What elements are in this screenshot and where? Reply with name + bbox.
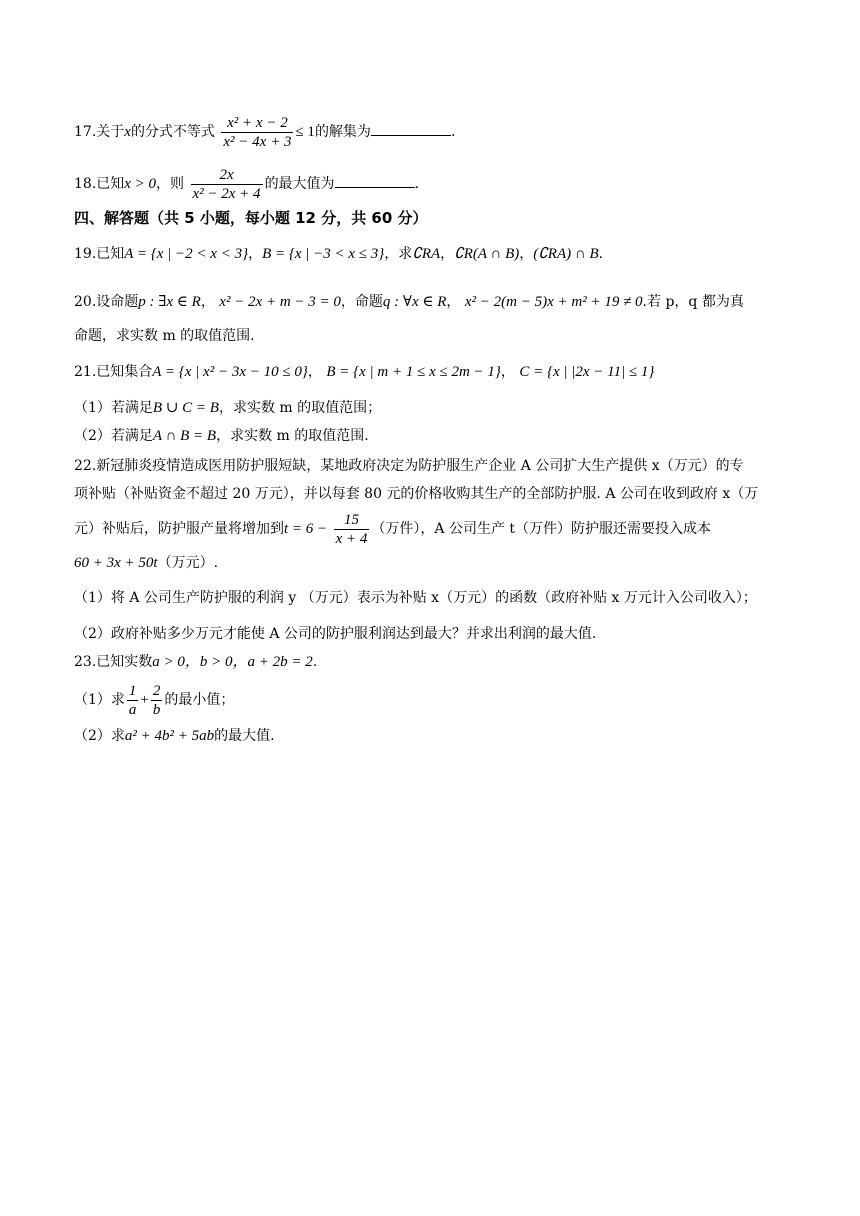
q23-frac2-denominator: b — [152, 701, 161, 718]
q22-subquestion-2: （2）政府补贴多少万元才能使 A 公司的防护服利润达到最大？并求出利润的最大值. — [74, 626, 597, 642]
q19-number: 19. — [74, 246, 97, 262]
q23-s2-expr: a² + 4b² + 5ab — [124, 728, 215, 744]
q21-s1-expr: B ∪ C = B — [152, 400, 219, 416]
q21-s2-expr: A ∩ B = B — [152, 428, 217, 444]
q23-end: . — [312, 654, 318, 670]
question-22-line-2: 项补贴（补贴资金不超过 20 万元），并以每套 80 元的价格收购其生产的全部防护服. A 公司在收到政府 x（万 — [74, 486, 759, 502]
q23-frac1-numerator: 1 — [128, 682, 137, 699]
q17-text-2: 的解集为 — [314, 124, 371, 140]
q18-end: . — [414, 176, 420, 192]
q18-frac-numerator: 2x — [191, 166, 263, 185]
q21-set-a: A = {x | x² − 3x − 10 ≤ 0} — [152, 364, 308, 380]
q22-t-fraction — [334, 511, 370, 548]
q23-s1-prefix: （1）求 — [74, 692, 125, 708]
q21-subquestion-1 — [74, 398, 381, 418]
q18-text: 的最大值为 — [264, 176, 335, 192]
q22-cost-expr: 60 + 3x + 50t — [74, 555, 158, 571]
q18-mid: ，则 — [156, 176, 185, 192]
q20-equation-1: x² − 2x + m − 3 = 0 — [219, 294, 341, 310]
q20-mid: ，命题 — [340, 294, 383, 310]
q18-number: 18. — [74, 176, 97, 192]
q17-text: 的分式不等式 — [130, 124, 215, 140]
q18-fraction — [191, 166, 263, 203]
q17-end: . — [450, 124, 456, 140]
q18-condition: x > 0 — [124, 176, 157, 192]
question-18 — [74, 164, 419, 204]
q21-prefix: 已知集合 — [96, 364, 153, 380]
q21-s1-prefix: （1）若满足 — [74, 400, 153, 416]
q20-prefix: 20.设命题 — [74, 294, 139, 310]
q17-fraction — [221, 114, 293, 151]
q17-frac-numerator: x² + x − 2 — [221, 114, 293, 133]
q22-t-lhs: t = 6 − — [284, 521, 328, 537]
q23-prefix: 已知实数 — [96, 654, 153, 670]
q20-proposition-q: q : ∀x ∈ R — [382, 294, 447, 310]
q20-equation-2: x² − 2(m − 5)x + m² + 19 ≠ 0 — [464, 294, 643, 310]
q21-number: 21. — [74, 364, 97, 380]
q23-frac1-denominator: a — [128, 701, 137, 718]
q23-s2-prefix: （2）求 — [74, 728, 125, 744]
q18-answer-blank — [335, 173, 415, 188]
q23-plus: + — [140, 692, 149, 708]
q23-s2-suffix: 的最大值. — [214, 728, 275, 744]
q23-fraction-2 — [151, 682, 163, 719]
q23-condition: a > 0，b > 0，a + 2b = 2 — [152, 654, 313, 670]
q22-t-numerator: 15 — [334, 511, 370, 530]
q22-t-denominator: x + 4 — [335, 530, 368, 547]
q22-line3-suffix: （万件），A 公司生产 t（万件）防护服还需要投入成本 — [371, 521, 712, 537]
q18-prefix: 已知 — [96, 176, 125, 192]
question-22-line-1: 22.新冠肺炎疫情造成医用防护服短缺，某地政府决定为防护服生产企业 A 公司扩大生产提供 x（万元）的专 — [74, 458, 744, 474]
q20-suffix: .若 p，q 都为真 — [642, 294, 744, 310]
q20-proposition-p: p : ∃x ∈ R — [138, 294, 201, 310]
q22-cost-unit: （万元）. — [157, 555, 219, 571]
q17-le: ≤ 1 — [295, 124, 315, 140]
q21-set-b: B = {x | m + 1 ≤ x ≤ 2m − 1} — [326, 364, 501, 380]
q21-s1-suffix: ，求实数 m 的取值范围； — [218, 400, 382, 416]
q23-subquestion-2 — [74, 726, 275, 746]
q19-expr-3: (∁RA) ∩ B — [533, 246, 599, 262]
q19-set-b: B = {x | −3 < x ≤ 3} — [262, 246, 385, 262]
q19-prefix: 已知 — [96, 246, 125, 262]
question-20-line-1: 20.设命题p : ∃x ∈ R， x² − 2x + m − 3 = 0，命题q : ∀x ∈ R， x² − 2(m − 5)x + m² + 19 ≠ 0.若 p，q 都为真 — [74, 294, 744, 310]
q19-end: . — [598, 246, 604, 262]
q22-line3-prefix: 元）补贴后，防护服产量将增加到 — [74, 521, 284, 537]
q21-set-c: C = {x | |2x − 11| ≤ 1} — [519, 364, 655, 380]
question-22-line-4 — [74, 553, 218, 573]
q19-ask: ，求 — [384, 246, 413, 262]
q23-fraction-1 — [127, 682, 139, 719]
q17-frac-denominator: x² − 4x + 3 — [223, 133, 292, 150]
q23-s1-suffix: 的最小值； — [164, 692, 235, 708]
q21-subquestion-2 — [74, 426, 369, 446]
q23-number: 23. — [74, 654, 97, 670]
question-23 — [74, 652, 317, 672]
q17-var: x — [124, 124, 131, 140]
question-22-line-3 — [74, 508, 711, 550]
question-19: 19.已知A = {x | −2 < x < 3}，B = {x | −3 < x ≤ 3}，求∁RA，∁R(A ∩ B)，(∁RA) ∩ B. — [74, 246, 604, 262]
q19-set-a: A = {x | −2 < x < 3} — [124, 246, 249, 262]
q17-number: 17. — [74, 124, 97, 140]
question-17 — [74, 112, 455, 152]
q23-frac2-numerator: 2 — [152, 682, 161, 699]
question-21: 21.已知集合A = {x | x² − 3x − 10 ≤ 0}， B = {x | m + 1 ≤ x ≤ 2m − 1}， C = {x | |2x − 11| ≤ 1} — [74, 364, 655, 380]
q19-expr-2: ∁R(A ∩ B) — [454, 246, 520, 262]
q22-subquestion-1: （1）将 A 公司生产防护服的利润 y （万元）表示为补贴 x（万元）的函数（政府补贴 x 万元计入公司收入）； — [74, 590, 757, 606]
question-20-line-2: 命题，求实数 m 的取值范围. — [74, 328, 255, 344]
q18-frac-denominator: x² − 2x + 4 — [192, 185, 261, 202]
q17-answer-blank — [371, 121, 451, 136]
q23-subquestion-1 — [74, 678, 234, 722]
q21-s2-prefix: （2）若满足 — [74, 428, 153, 444]
q19-expr-1: ∁RA — [412, 246, 441, 262]
q17-prefix: 关于 — [96, 124, 125, 140]
q21-s2-suffix: ，求实数 m 的取值范围. — [216, 428, 369, 444]
section-4-heading: 四、解答题（共 5 小题，每小题 12 分，共 60 分） — [74, 209, 428, 227]
